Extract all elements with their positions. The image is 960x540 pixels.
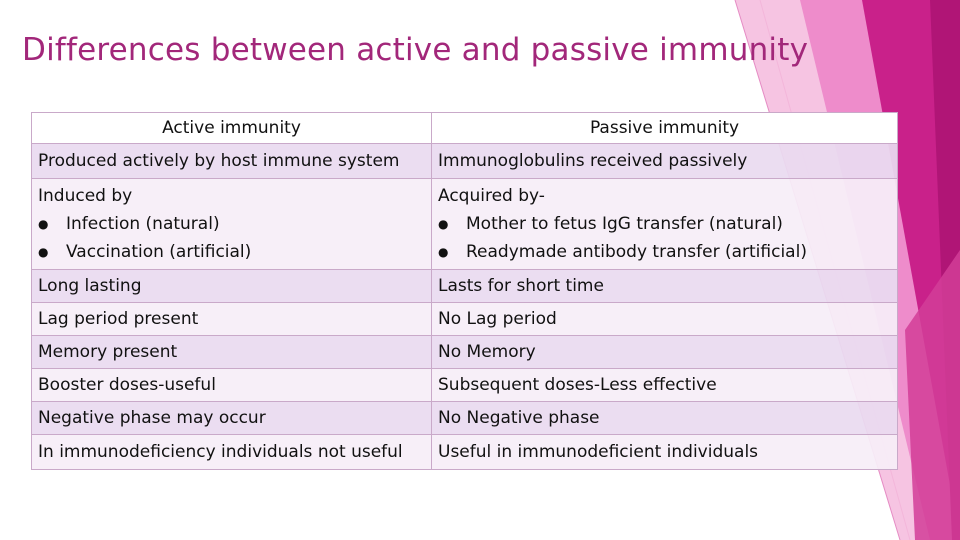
bullet-text: Readymade antibody transfer (artificial) (466, 242, 807, 262)
bullet-text: Vaccination (artificial) (66, 242, 252, 262)
passive-cell: No Lag period (432, 303, 898, 336)
bullet-icon: ● (38, 217, 49, 231)
table-row (32, 270, 898, 303)
passive-cell: Immunoglobulins received passively (432, 144, 898, 179)
list-item (38, 210, 425, 238)
table-row (32, 144, 898, 179)
bullet-text: Mother to fetus IgG transfer (natural) (466, 214, 783, 234)
table-row (32, 402, 898, 435)
table-row (32, 179, 898, 270)
slide-title: Differences between active and passive immunity (22, 32, 809, 68)
passive-cell: No Negative phase (432, 402, 898, 435)
passive-cell: No Memory (432, 336, 898, 369)
active-cell: Produced actively by host immune system (32, 144, 432, 179)
header-passive-immunity: Passive immunity (432, 113, 898, 144)
active-cell (32, 179, 432, 270)
list-item (438, 210, 891, 238)
list-item (38, 238, 425, 266)
active-cell: Lag period present (32, 303, 432, 336)
passive-cell-intro: Acquired by- (438, 186, 545, 206)
bullet-text: Infection (natural) (66, 214, 220, 234)
bullet-icon: ● (438, 245, 449, 259)
active-cell-intro: Induced by (38, 186, 133, 206)
passive-cell: Subsequent doses-Less effective (432, 369, 898, 402)
list-item (438, 238, 891, 266)
active-cell: Negative phase may occur (32, 402, 432, 435)
table-row (32, 336, 898, 369)
header-active-immunity: Active immunity (32, 113, 432, 144)
active-cell: Booster doses-useful (32, 369, 432, 402)
active-cell: Long lasting (32, 270, 432, 303)
passive-cell: Lasts for short time (432, 270, 898, 303)
bullet-icon: ● (438, 217, 449, 231)
passive-cell (432, 179, 898, 270)
table-header-row (32, 113, 898, 144)
comparison-table (31, 112, 898, 470)
active-cell: In immunodeficiency individuals not useful (32, 435, 432, 470)
table-row (32, 435, 898, 470)
bullet-icon: ● (38, 245, 49, 259)
table-row (32, 303, 898, 336)
active-cell: Memory present (32, 336, 432, 369)
passive-cell: Useful in immunodeficient individuals (432, 435, 898, 470)
table-row (32, 369, 898, 402)
